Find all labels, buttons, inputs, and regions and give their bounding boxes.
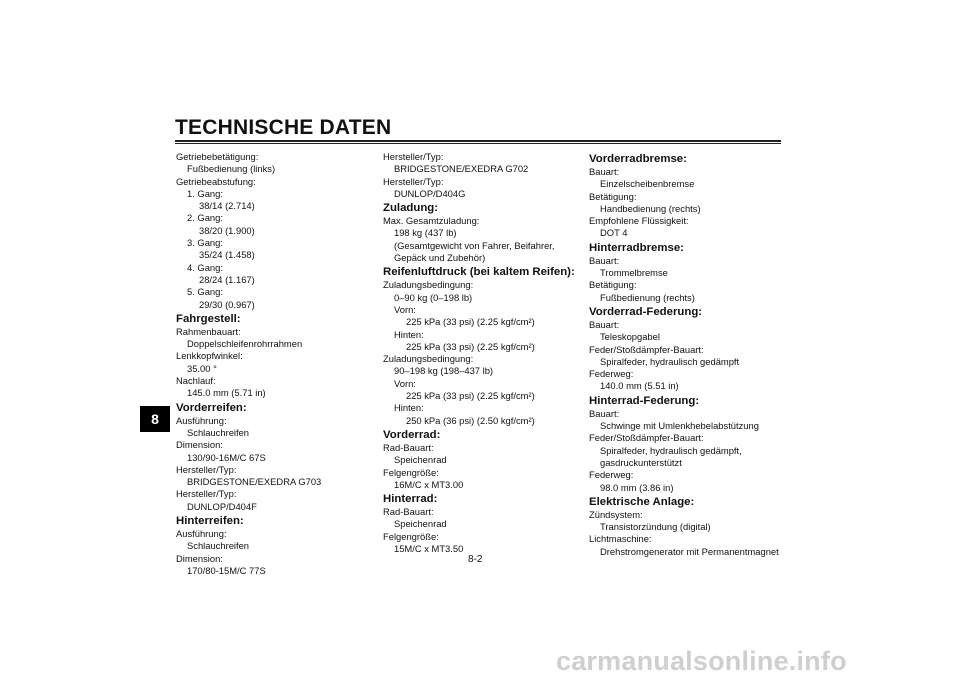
- spec-value: 0–90 kg (0–198 lb): [394, 291, 473, 303]
- spec-value: 38/14 (2.714): [199, 200, 255, 212]
- spec-label: Feder/Stoßdämpfer-Bauart:: [589, 343, 704, 355]
- spec-value: 225 kPa (33 psi) (2.25 kgf/cm²): [406, 390, 535, 402]
- spec-value: Spiralfeder, hydraulisch gedämpft,: [600, 444, 742, 456]
- spec-label: Getriebeabstufung:: [176, 175, 256, 187]
- spec-value: 198 kg (437 lb): [394, 227, 457, 239]
- spec-value: 140.0 mm (5.51 in): [600, 380, 679, 392]
- spec-value: Speichenrad: [394, 518, 447, 530]
- spec-value: Schlauchreifen: [187, 426, 250, 438]
- spec-value: Vorn:: [394, 377, 416, 389]
- spec-value: 130/90-16M/C 67S: [187, 451, 266, 463]
- spec-label: Max. Gesamtzuladung:: [383, 215, 480, 227]
- spec-value: 35.00 °: [187, 362, 217, 374]
- spec-value: Trommelbremse: [600, 267, 668, 279]
- spec-value: Teleskopgabel: [600, 331, 660, 343]
- spec-value: Drehstromgenerator mit Permanentmagnet: [600, 545, 779, 557]
- spec-label: Bauart:: [589, 166, 620, 177]
- spec-value: Handbedienung (rechts): [600, 202, 701, 214]
- spec-value: Schwinge mit Umlenkhebelabstützung: [600, 420, 759, 432]
- spec-label: Rahmenbauart:: [176, 325, 241, 337]
- spec-value: Transistorzündung (digital): [600, 521, 711, 533]
- spec-value: 225 kPa (33 psi) (2.25 kgf/cm²): [406, 340, 535, 352]
- section-heading: Vorderreifen:: [176, 401, 247, 414]
- section-heading: Hinterradbremse:: [589, 241, 684, 254]
- spec-value: Einzelscheibenbremse: [600, 178, 695, 190]
- spec-value: DUNLOP/D404F: [187, 500, 257, 512]
- section-heading: Hinterrad-Federung:: [589, 394, 700, 407]
- spec-value: DOT 4: [600, 227, 628, 239]
- spec-label: Dimension:: [176, 552, 223, 564]
- spec-value: 28/24 (1.167): [199, 273, 255, 285]
- spec-label: Lichtmaschine:: [589, 533, 652, 545]
- spec-label: Nachlauf:: [176, 375, 216, 387]
- spec-value: 250 kPa (36 psi) (2.50 kgf/cm²): [406, 414, 535, 426]
- spec-value: 3. Gang:: [187, 237, 223, 249]
- header-rule-thin: [175, 143, 781, 144]
- spec-value: 98.0 mm (3.86 in): [600, 481, 674, 493]
- header-rule: [175, 140, 781, 142]
- spec-column-3: [589, 151, 789, 558]
- spec-label: Ausführung:: [176, 528, 227, 540]
- spec-column-1: [176, 151, 368, 577]
- spec-value: 29/30 (0.967): [199, 298, 255, 310]
- spec-value: Spiralfeder, hydraulisch gedämpft: [600, 355, 740, 367]
- spec-value: Doppelschleifenrohrrahmen: [187, 338, 303, 350]
- spec-value: Hinten:: [394, 328, 424, 340]
- spec-label: Hersteller/Typ:: [176, 463, 237, 475]
- spec-label: Rad-Bauart:: [383, 506, 434, 518]
- spec-value: gasdruckunterstützt: [600, 456, 682, 468]
- spec-label: Ausführung:: [176, 414, 227, 426]
- spec-value: 16M/C x MT3.00: [394, 478, 464, 490]
- spec-value: 170/80-15M/C 77S: [187, 564, 266, 576]
- spec-label: Hersteller/Typ:: [176, 488, 237, 500]
- spec-value: 90–198 kg (198–437 lb): [394, 365, 494, 377]
- spec-label: Federweg:: [589, 469, 634, 481]
- page-title: TECHNISCHE DATEN: [175, 116, 392, 139]
- spec-label: Zuladungsbedingung:: [383, 353, 474, 365]
- spec-value: Speichenrad: [394, 454, 447, 466]
- section-heading: Vorderrad:: [383, 428, 441, 441]
- spec-value: 225 kPa (33 psi) (2.25 kgf/cm²): [406, 316, 535, 328]
- spec-label: Zündsystem:: [589, 508, 643, 520]
- section-heading: Vorderrad-Federung:: [589, 305, 703, 318]
- spec-value: 1. Gang:: [187, 187, 223, 199]
- spec-label: Feder/Stoßdämpfer-Bauart:: [589, 432, 704, 444]
- spec-value: Fußbedienung (links): [187, 163, 276, 175]
- spec-value: 38/20 (1.900): [199, 224, 255, 236]
- spec-label: Felgengröße:: [383, 466, 439, 478]
- spec-label: Getriebebetätigung:: [176, 151, 259, 162]
- spec-column-2: [383, 151, 573, 555]
- spec-label: Dimension:: [176, 439, 223, 451]
- spec-value: Schlauchreifen: [187, 540, 250, 552]
- spec-label: Hersteller/Typ:: [383, 151, 444, 162]
- spec-value: Hinten:: [394, 402, 424, 414]
- spec-label: Hersteller/Typ:: [383, 175, 444, 187]
- spec-value: 15M/C x MT3.50: [394, 543, 464, 555]
- spec-label: Federweg:: [589, 368, 634, 380]
- spec-label: Felgengröße:: [383, 530, 439, 542]
- spec-value: 5. Gang:: [187, 286, 223, 298]
- page-number: 8-2: [468, 554, 483, 565]
- section-heading: Fahrgestell:: [176, 312, 241, 325]
- section-heading: Vorderradbremse:: [589, 153, 687, 165]
- section-heading: Reifenluftdruck (bei kaltem Reifen):: [383, 266, 575, 279]
- spec-value: 35/24 (1.458): [199, 249, 255, 261]
- watermark: carmanualsonline.info: [556, 646, 847, 676]
- section-heading: Zuladung:: [383, 202, 439, 215]
- spec-value: 4. Gang:: [187, 261, 223, 273]
- section-heading: Hinterrad:: [383, 493, 438, 506]
- section-heading: Hinterreifen:: [176, 515, 244, 528]
- section-heading: Elektrische Anlage:: [589, 495, 695, 508]
- spec-label: Bauart:: [589, 318, 620, 330]
- spec-label: Empfohlene Flüssigkeit:: [589, 215, 689, 227]
- spec-label: Betätigung:: [589, 279, 637, 291]
- spec-label: Lenkkopfwinkel:: [176, 350, 243, 362]
- spec-label: Betätigung:: [589, 190, 637, 202]
- spec-value: 2. Gang:: [187, 212, 223, 224]
- spec-value: BRIDGESTONE/EXEDRA G702: [394, 163, 529, 175]
- spec-value: BRIDGESTONE/EXEDRA G703: [187, 476, 322, 488]
- spec-value: DUNLOP/D404G: [394, 187, 466, 199]
- spec-label: Rad-Bauart:: [383, 441, 434, 453]
- spec-value: Fußbedienung (rechts): [600, 291, 695, 303]
- spec-label: Bauart:: [589, 407, 620, 419]
- spec-value: 145.0 mm (5.71 in): [187, 387, 266, 399]
- spec-value: Vorn:: [394, 303, 416, 315]
- spec-value: Gepäck und Zubehör): [394, 252, 486, 264]
- chapter-tab: 8: [140, 406, 170, 432]
- spec-label: Zuladungsbedingung:: [383, 279, 474, 291]
- spec-value: (Gesamtgewicht von Fahrer, Beifahrer,: [394, 239, 555, 251]
- spec-label: Bauart:: [589, 254, 620, 266]
